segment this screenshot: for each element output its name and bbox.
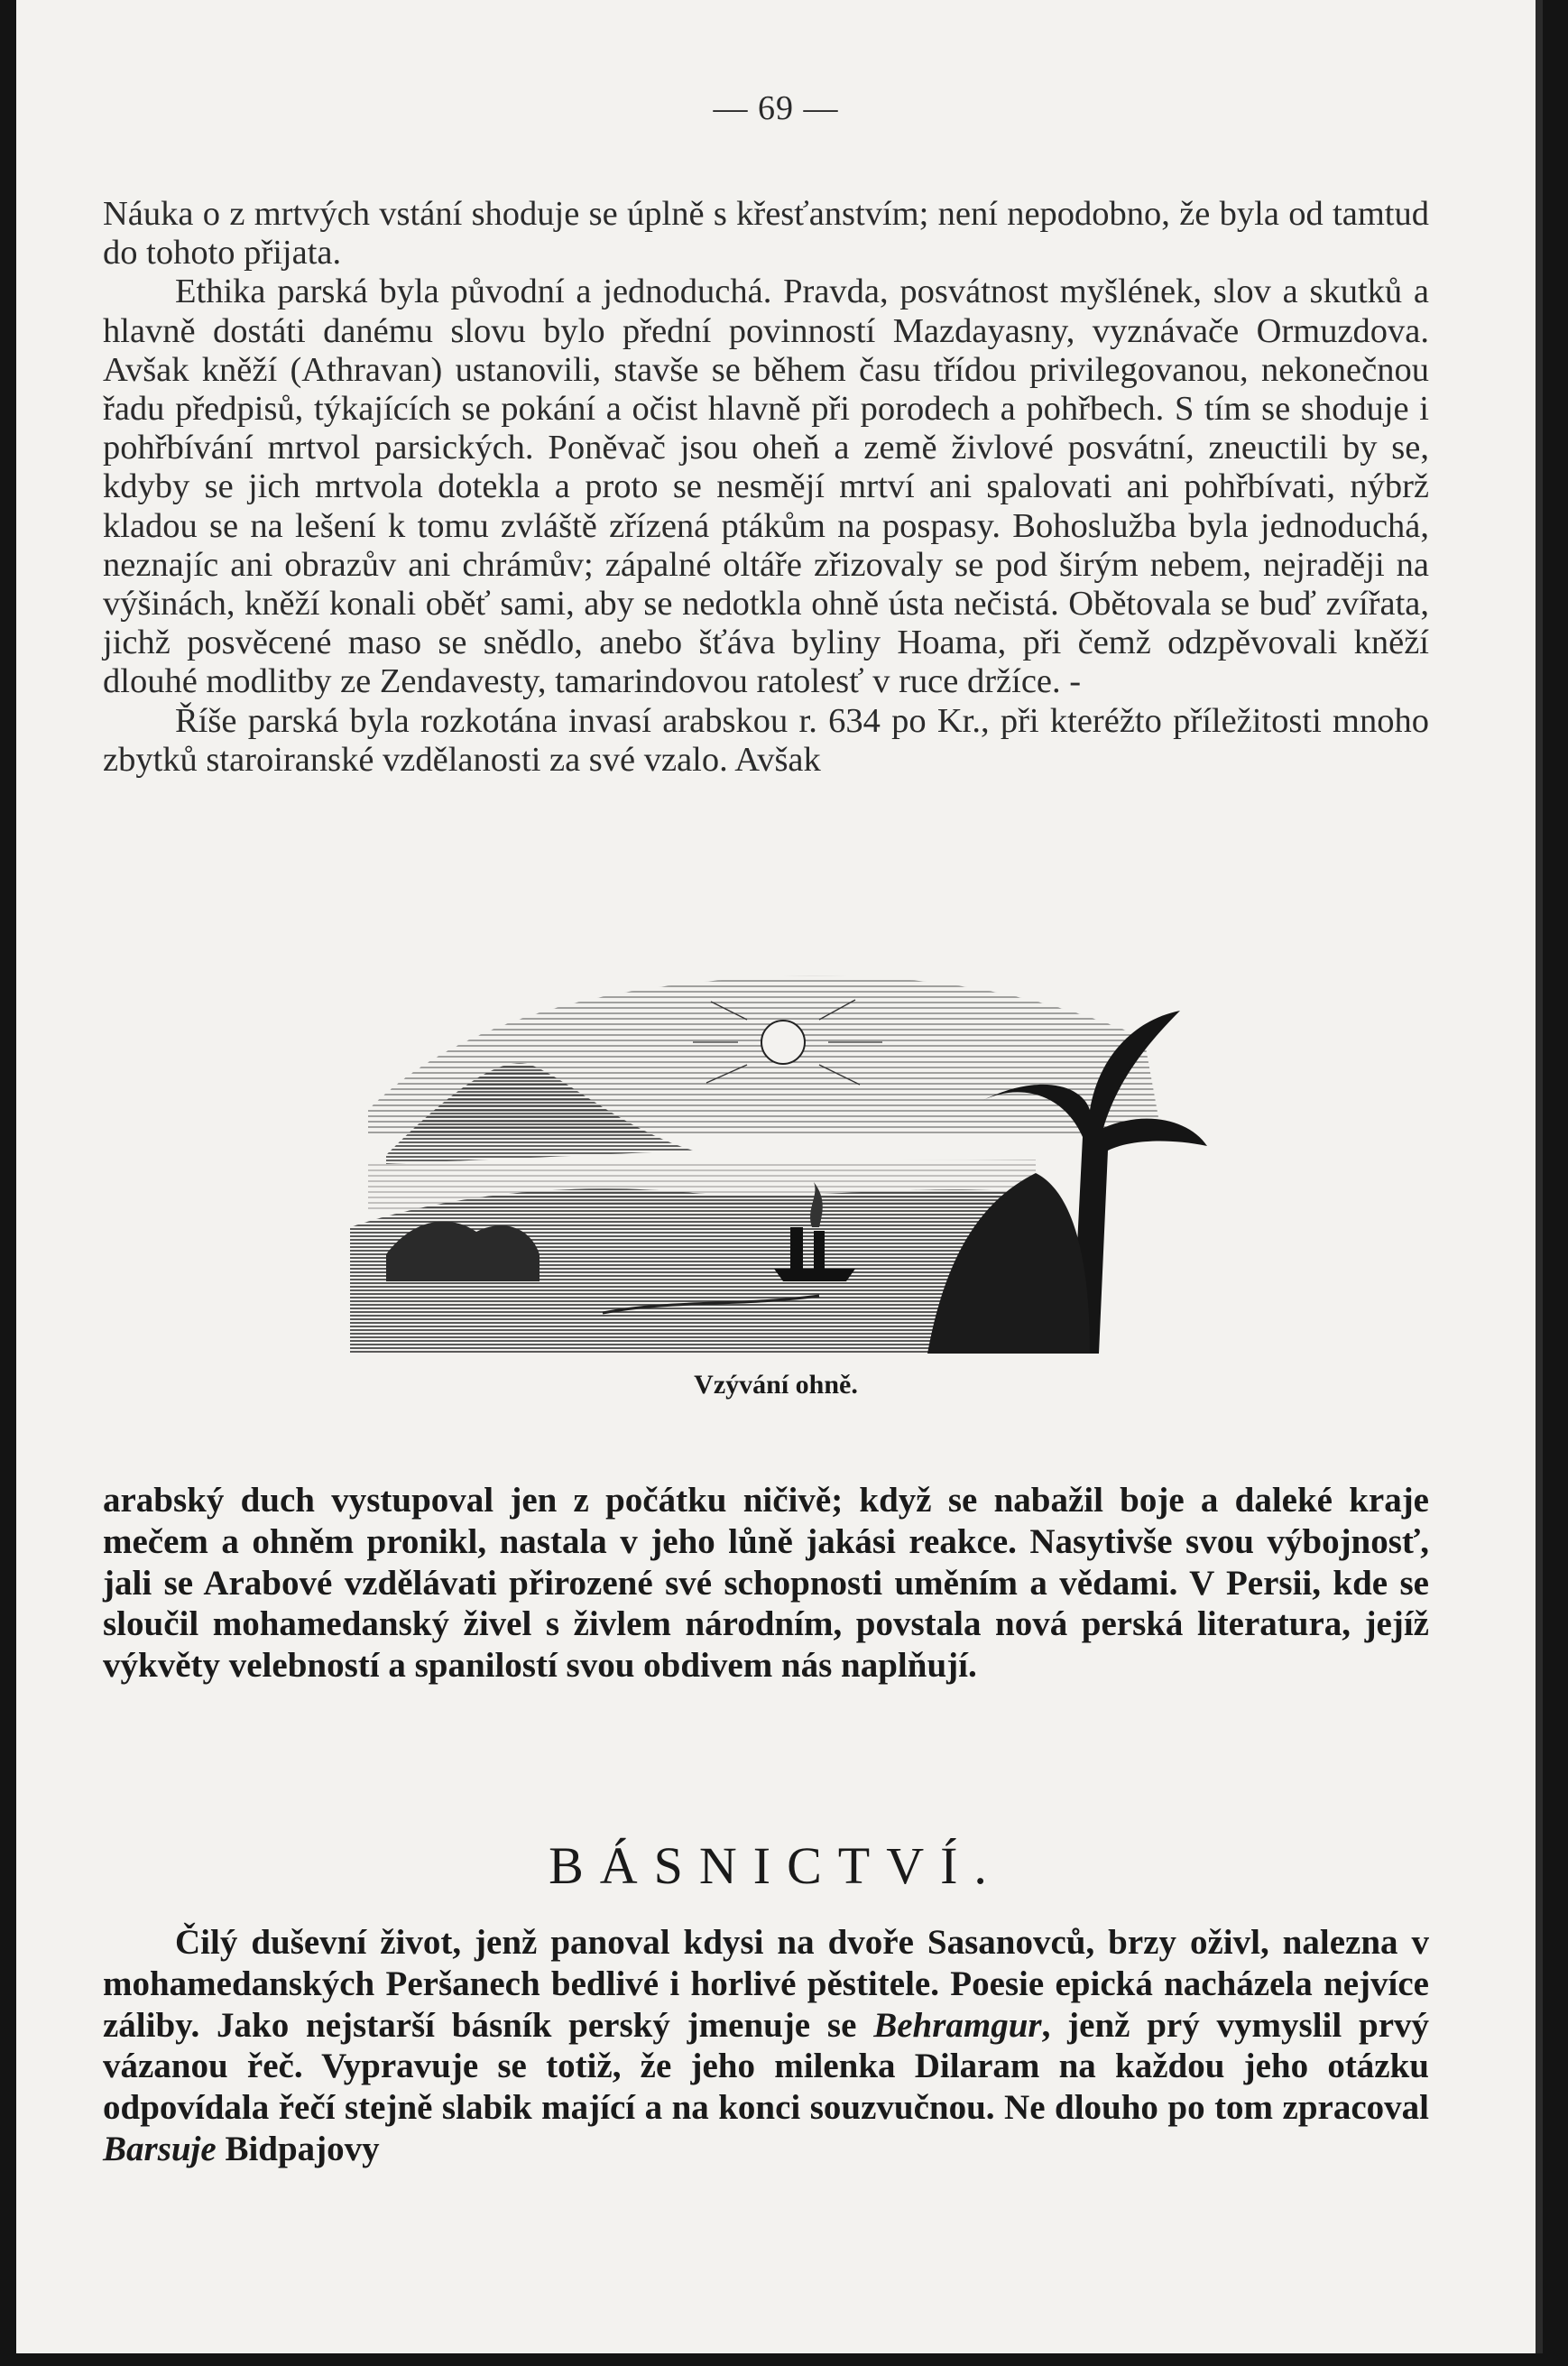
paragraph-ethika	[103, 195, 1429, 780]
paragraph-arabsky	[103, 1480, 1429, 1687]
name-barsuje: Barsuje	[103, 2129, 217, 2168]
text-ethika: Ethika parská byla původní a jednoduchá. Pravda, posvátnost myšlének, slov a skutků a hlavně dostáti danému slovu bylo přední povinností Mazdayasny, vyznávače Ormuzdova. Avšak kněží (Athravan) ustanovili, stavše se během času třídou privilegovanou, nekonečnou řadu předpisů, týkajících se pokání a očist hlavně při porodech a pohřbech. S tím se shoduje i pohřbívání mrtvol parsických. Poněvač jsou oheň a země živlové posvátní, zneuctili by se, kdyby se jich mrtvola dotekla a proto se nesmějí mrtví ani spalovati ani pohřbívati, nýbrž kladou se na lešení k tomu zvláště zřízená ptákům na pospasy. Bohoslužba byla jednoduchá, neznajíc ani obrazův ani chrámův; zápalné oltáře zřizovaly se pod širým nebem, nejraději na výšinách, kněží konali oběť sami, aby se nedotkla ohně ústa nečistá. Obětovala se buď zvířata, jichž posvěcené maso se snědlo, anebo šťáva byliny Hoama, při čemž odzpěvovali kněží dlouhé modlitby ze Zendavesty, tamarindovou ratolesť v ruce držíce. -	[103, 273, 1429, 701]
text-nauka: Náuka o z mrtvých vstání shoduje se úplně s křesťanstvím; není nepodobno, že byla od tamtud do tohoto přijata.	[103, 195, 1429, 273]
text-rise: Říše parská byla rozkotána invasí arabskou r. 634 po Kr., při kteréžto příležitosti mnoho zbytků staroiranské vzdělanosti za své vzalo. Avšak	[103, 701, 1429, 779]
section-heading-basnictvi: BÁSNICTVÍ.	[549, 1836, 1003, 1895]
sun	[761, 1021, 805, 1064]
name-behramgur: Behramgur	[873, 2005, 1042, 2045]
page-number: — 69 —	[713, 89, 839, 127]
paragraph-cily	[103, 1922, 1429, 2170]
text-cily-1: Čilý duševní život, jenž panoval kdysi na dvoře Sasanovců, brzy oživl, nalezna v mohamedanských Peršanech bedlivé i horlivé pěstitele. Poesie epická nacházela nejvíce záliby. Jako nejstarší básník perský jmenuje se	[103, 1923, 1429, 2045]
figure-caption: Vzývání ohně.	[694, 1370, 858, 1400]
fire-worship-engraving	[350, 957, 1216, 1354]
book-page	[16, 0, 1543, 2353]
text-arabsky: arabský duch vystupoval jen z počátku ničivě; když se nabažil boje a daleké kraje mečem a ohněm pronikl, nastala v jeho lůně jakási reakce. Nasytivše svou výbojnosť, jali se Arabové vzdělávati přirozené své schopnosti uměním a vědami. V Persii, kde se sloučil mohamedanský živel s živlem národním, povstala nová perská literatura, jejíž výkvěty velebností a spanilostí svou obdivem nás naplňují.	[103, 1481, 1429, 1686]
text-cily-3: Bidpajovy	[225, 2129, 380, 2168]
text-cily-2: , jenž prý vymyslil prvý vázanou řeč. Vypravuje se totiž, že jeho milenka Dilaram na každou jeho otázku odpovídala řečí stejně slabik mající a na konci souzvučnou. Ne dlouho po tom zpracoval	[103, 2005, 1429, 2128]
text-cily	[103, 1922, 1429, 2170]
